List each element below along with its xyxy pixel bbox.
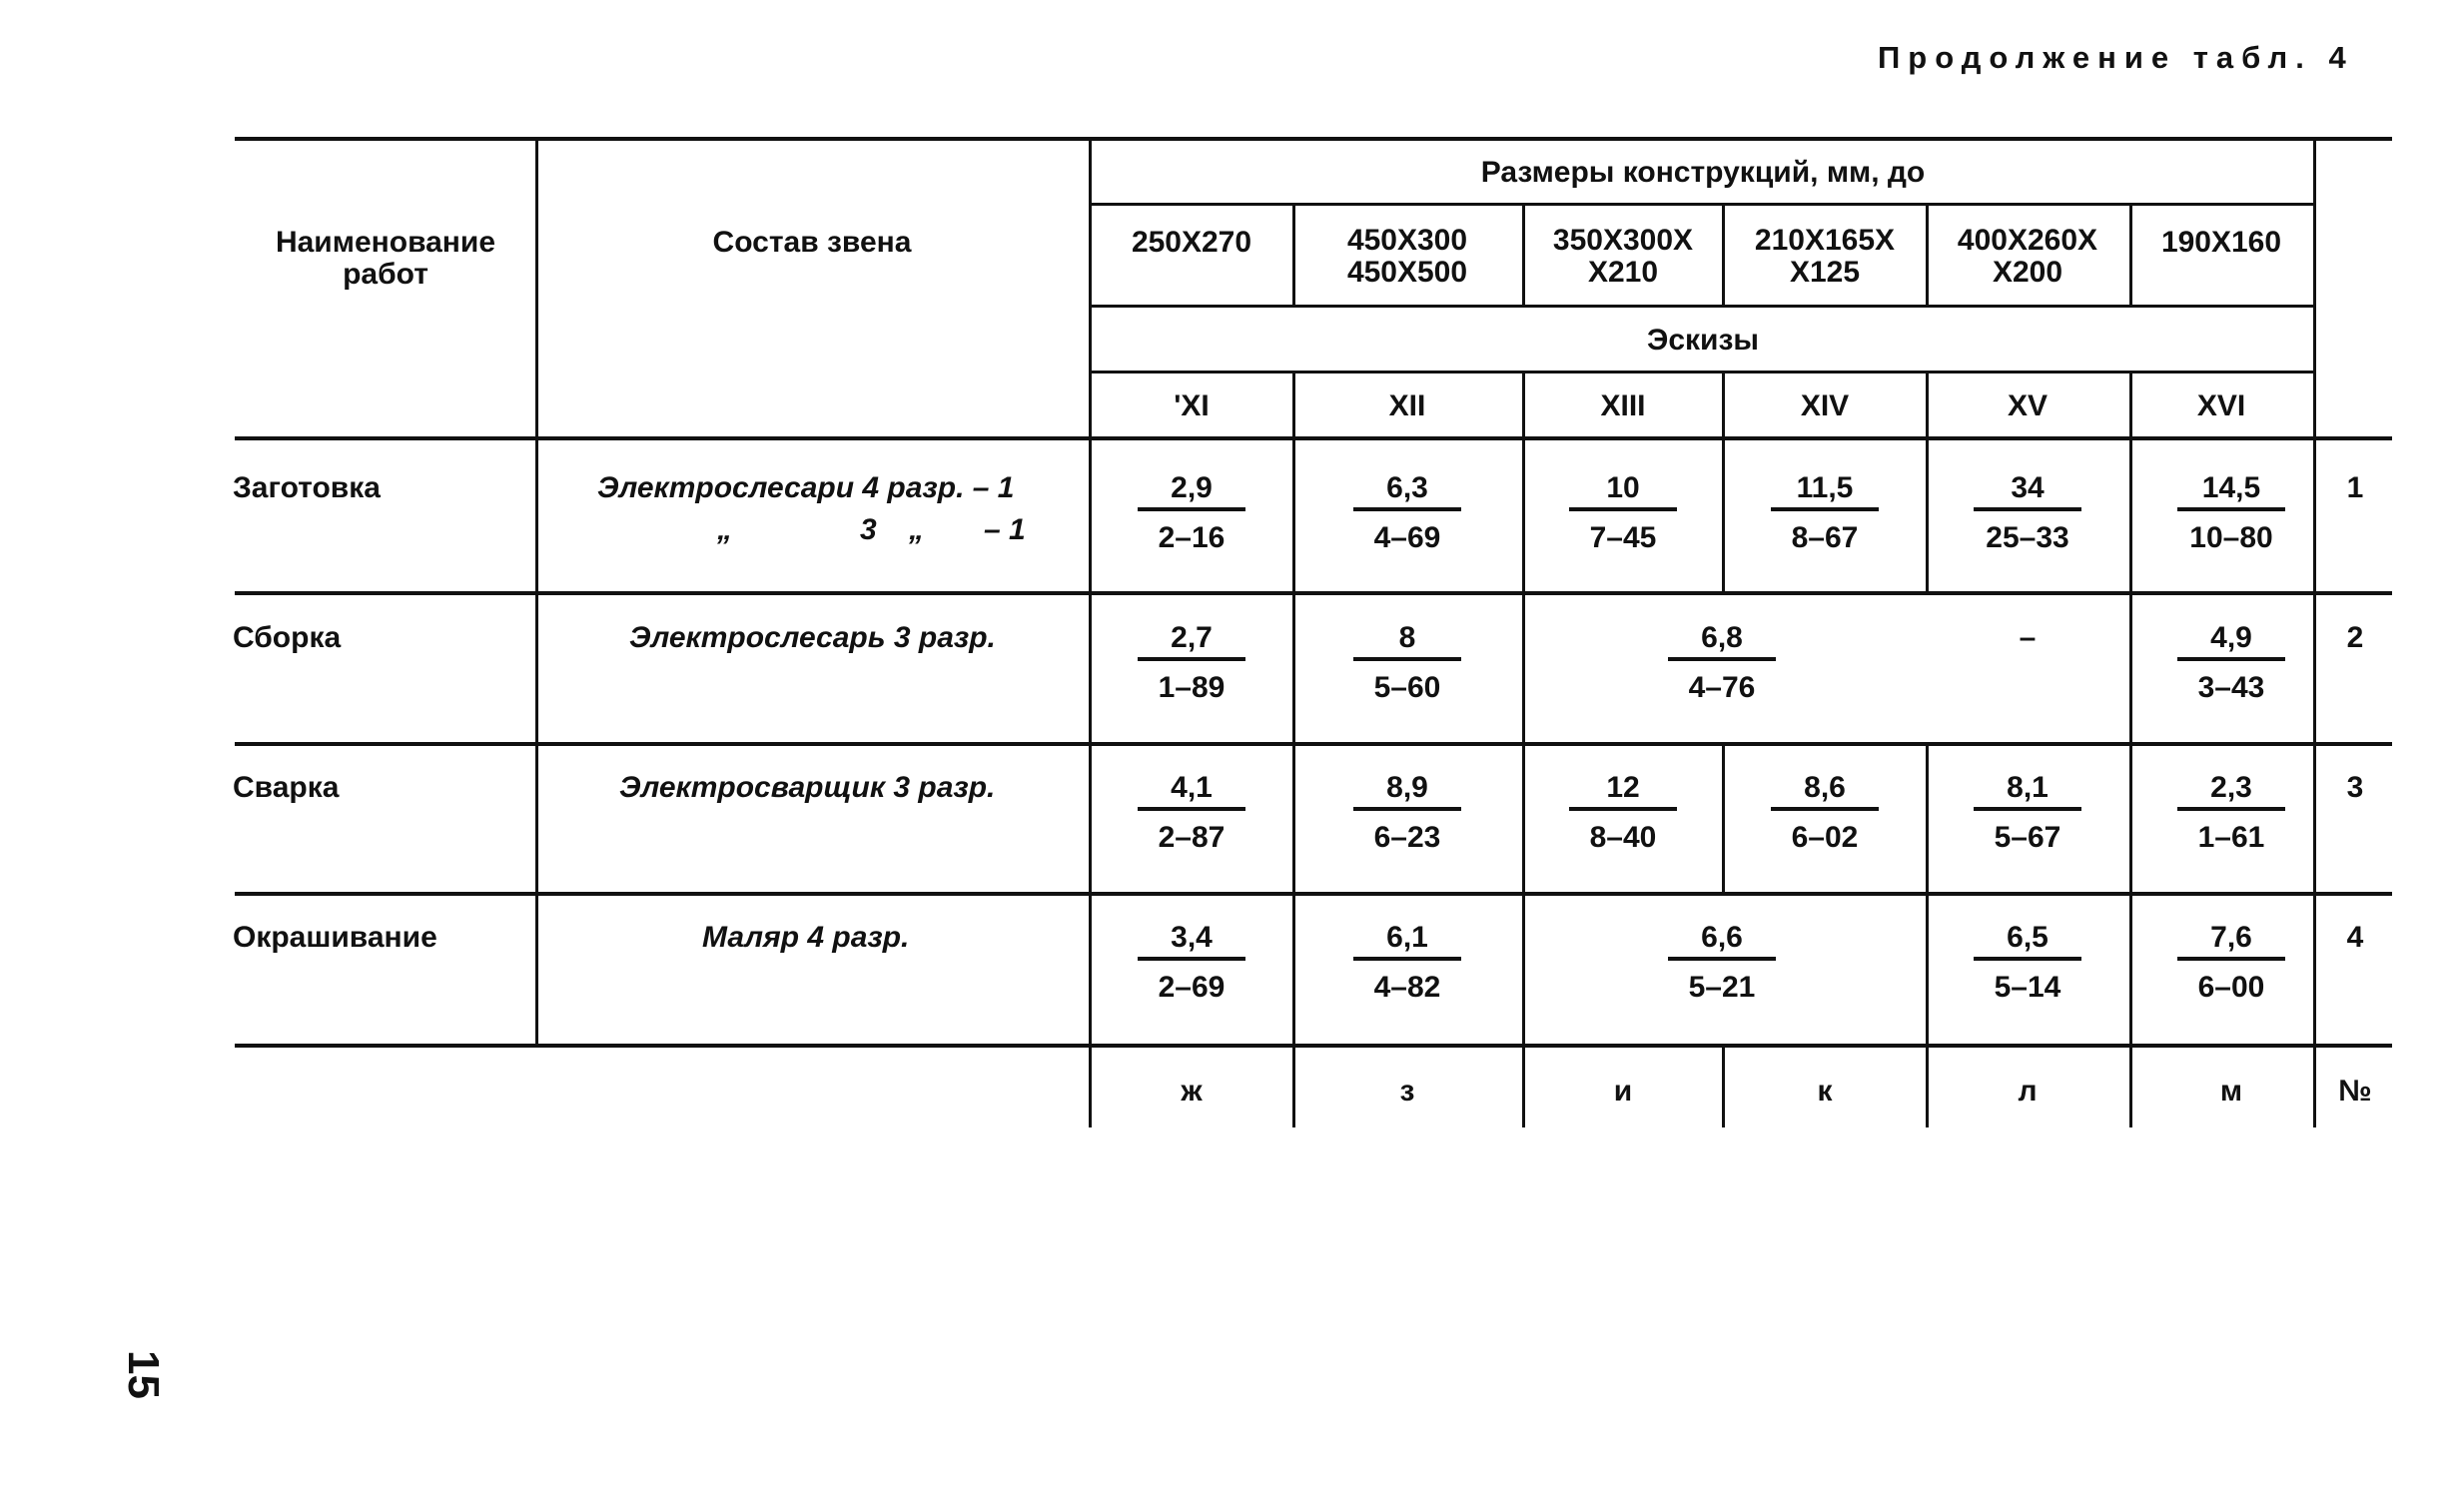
row-3-col-2-price: 6–23 [1373, 821, 1441, 854]
row-3-number: 3 [2346, 771, 2364, 804]
row-1-col-1-value: 2,9 [1171, 471, 1213, 504]
col-1-2-divider-header [1292, 205, 1295, 306]
row-4-bottom-rule [235, 1044, 2392, 1048]
row-4-col-2-price: 4–82 [1373, 971, 1441, 1004]
footer-number-label: № [2338, 1075, 2372, 1108]
col-3-4-divider-header [1722, 205, 1725, 306]
row-2-col-3-4-value: 6,8 [1701, 621, 1743, 654]
row-1-col-6-price: 10–80 [2189, 521, 2273, 554]
page-number: 15 [119, 1350, 168, 1399]
col-5-6-divider-body [2129, 373, 2132, 1127]
col-1-2-divider-body [1292, 373, 1295, 1127]
row-3-bottom-rule [235, 892, 2392, 896]
row-1-col-6-value: 14,5 [2201, 471, 2261, 504]
header-work-name-line1: Наименование [275, 226, 496, 259]
row-3-col-3-price: 8–40 [1589, 821, 1657, 854]
row-4-col-6-value: 7,6 [2210, 921, 2252, 954]
row-1-col-4-value: 11,5 [1796, 471, 1854, 504]
row-4-work-name: Окрашивание [233, 921, 437, 954]
footer-letter-col-1: ж [1181, 1075, 1203, 1108]
footer-letter-col-4: к [1817, 1075, 1833, 1108]
col-5-6-divider-header [2129, 205, 2132, 306]
row-1-work-name: Заготовка [233, 471, 381, 504]
row-1-col-4-price: 8–67 [1791, 521, 1859, 554]
row-3-col-5-price: 5–67 [1994, 821, 2061, 854]
col-4-5-divider-row1 [1926, 373, 1929, 594]
sketch-col-2: XII [1388, 389, 1426, 422]
row-1-col-5-price: 25–33 [1986, 521, 2069, 554]
row-2-col-1-price: 1–89 [1158, 671, 1226, 704]
row-3-col-5-fraction-bar [1974, 807, 2081, 811]
size-col-4-line2: Х125 [1789, 256, 1861, 289]
row-2-col-5-dash: – [2019, 621, 2037, 654]
row-1-bottom-rule [235, 591, 2392, 595]
row-1-crew-ditto-2: „ [909, 513, 924, 546]
row-4-col-2-fraction-bar [1353, 957, 1461, 961]
size-col-2-line1: 450Х300 [1346, 224, 1468, 257]
row-4-col-3-4-fraction-bar [1668, 957, 1776, 961]
header-bottom-rule [235, 436, 2392, 440]
row-1-crew-ditto-1: „ [717, 513, 732, 546]
footer-letter-col-3: и [1613, 1075, 1633, 1108]
row-2-number: 2 [2346, 621, 2364, 654]
row-2-bottom-rule [235, 742, 2392, 746]
row-2-work-name: Сборка [233, 621, 342, 654]
header-sketches-title: Эскизы [1646, 324, 1760, 357]
row-3-col-4-fraction-bar [1771, 807, 1879, 811]
row-1-col-3-value: 10 [1606, 471, 1640, 504]
row-2-col-2-value: 8 [1398, 621, 1416, 654]
col-2-3-divider-body [1522, 373, 1525, 1127]
row-2-col-2-price: 5–60 [1373, 671, 1441, 704]
row-4-col-3-4-value: 6,6 [1701, 921, 1743, 954]
sketch-col-6: XVI [2196, 389, 2246, 422]
size-col-5-line1: 400Х260Х [1957, 224, 2098, 257]
row-2-col-6-value: 4,9 [2210, 621, 2252, 654]
row-4-col-3-4-price: 5–21 [1688, 971, 1756, 1004]
row-4-col-1-fraction-bar [1138, 957, 1245, 961]
row-2-col-1-fraction-bar [1138, 657, 1245, 661]
footer-letter-col-2: з [1399, 1075, 1415, 1108]
row-1-col-6-fraction-bar [2177, 507, 2285, 511]
row-2-col-6-price: 3–43 [2197, 671, 2265, 704]
row-1-col-5-value: 34 [2011, 471, 2045, 504]
row-2-col-1-value: 2,7 [1171, 621, 1213, 654]
size-col-6: 190Х160 [2160, 226, 2282, 259]
row-4-crew: Маляр 4 разр. [702, 921, 910, 954]
row-4-number: 4 [2346, 921, 2364, 954]
row-4-col-5-value: 6,5 [2007, 921, 2049, 954]
row-3-col-6-value: 2,3 [2210, 771, 2252, 804]
row-3-col-1-price: 2–87 [1158, 821, 1226, 854]
table-continuation-heading: Продолжение табл. 4 [1878, 40, 2354, 75]
row-1-col-4-fraction-bar [1771, 507, 1879, 511]
size-col-2-line2: 450Х500 [1346, 256, 1468, 289]
row-2-col-6-fraction-bar [2177, 657, 2285, 661]
header-work-name-line2: работ [343, 258, 428, 291]
row-3-col-1-fraction-bar [1138, 807, 1245, 811]
row-1-crew-count: – 1 [984, 513, 1026, 546]
row-1-crew-line1: Электрослесари 4 разр. – 1 [597, 471, 1015, 504]
row-1-col-2-fraction-bar [1353, 507, 1461, 511]
row-1-col-5-fraction-bar [1974, 507, 2081, 511]
col-2-3-divider-header [1522, 205, 1525, 306]
col-3-4-divider-row3 [1722, 744, 1725, 894]
sketch-col-3: XIII [1600, 389, 1646, 422]
table-top-rule [235, 137, 2392, 141]
row-4-col-5-fraction-bar [1974, 957, 2081, 961]
col-4-5-divider-row3 [1926, 744, 1929, 1046]
row-2-col-3-4-price: 4–76 [1688, 671, 1756, 704]
row-3-col-1-value: 4,1 [1171, 771, 1213, 804]
row-2-crew: Электрослесарь 3 разр. [629, 621, 996, 654]
row-1-col-2-price: 4–69 [1373, 521, 1441, 554]
row-1-col-2-value: 6,3 [1386, 471, 1428, 504]
row-4-col-5-price: 5–14 [1994, 971, 2061, 1004]
footer-letter-col-6: м [2219, 1075, 2243, 1108]
header-crew: Состав звена [712, 226, 912, 259]
row-3-col-4-value: 8,6 [1804, 771, 1846, 804]
row-3-work-name: Сварка [233, 771, 340, 804]
crew-data-divider [1089, 139, 1092, 1127]
row-4-col-2-value: 6,1 [1386, 921, 1428, 954]
header-sizes-title: Размеры конструкций, мм, до [1480, 156, 1926, 189]
row-4-col-6-price: 6–00 [2197, 971, 2265, 1004]
row-2-col-2-fraction-bar [1353, 657, 1461, 661]
size-col-5-line2: Х200 [1992, 256, 2063, 289]
sketch-col-5: XV [2007, 389, 2049, 422]
size-col-1: 250Х270 [1131, 226, 1252, 259]
row-3-col-5-value: 8,1 [2007, 771, 2049, 804]
row-3-col-2-fraction-bar [1353, 807, 1461, 811]
data-number-divider [2313, 139, 2316, 1127]
row-1-crew-grade: 3 [860, 513, 877, 546]
row-1-number: 1 [2346, 471, 2364, 504]
row-2-col-3-4-fraction-bar [1668, 657, 1776, 661]
size-col-4-line1: 210Х165Х [1754, 224, 1896, 257]
row-3-col-3-fraction-bar [1569, 807, 1677, 811]
col-3-4-divider-footer [1722, 1046, 1725, 1127]
name-crew-divider [535, 139, 538, 1046]
size-col-3-line1: 350Х300Х [1552, 224, 1694, 257]
row-3-col-3-value: 12 [1606, 771, 1640, 804]
row-3-col-6-price: 1–61 [2197, 821, 2265, 854]
row-1-col-1-fraction-bar [1138, 507, 1245, 511]
row-4-col-1-price: 2–69 [1158, 971, 1226, 1004]
size-col-3-line2: Х210 [1587, 256, 1659, 289]
row-3-col-4-price: 6–02 [1791, 821, 1859, 854]
col-4-5-divider-header [1926, 205, 1929, 306]
row-3-col-6-fraction-bar [2177, 807, 2285, 811]
sketch-col-1: 'XI [1174, 389, 1210, 422]
row-4-col-6-fraction-bar [2177, 957, 2285, 961]
col-3-4-divider-sketch [1722, 373, 1725, 594]
col-4-5-divider-footer [1926, 1046, 1929, 1127]
row-1-col-1-price: 2–16 [1158, 521, 1226, 554]
row-3-col-2-value: 8,9 [1386, 771, 1428, 804]
row-4-col-1-value: 3,4 [1171, 921, 1213, 954]
row-1-col-3-price: 7–45 [1589, 521, 1657, 554]
row-3-crew: Электросварщик 3 разр. [619, 771, 996, 804]
footer-letter-col-5: л [2018, 1075, 2038, 1108]
row-1-col-3-fraction-bar [1569, 507, 1677, 511]
sketch-col-4: XIV [1800, 389, 1850, 422]
